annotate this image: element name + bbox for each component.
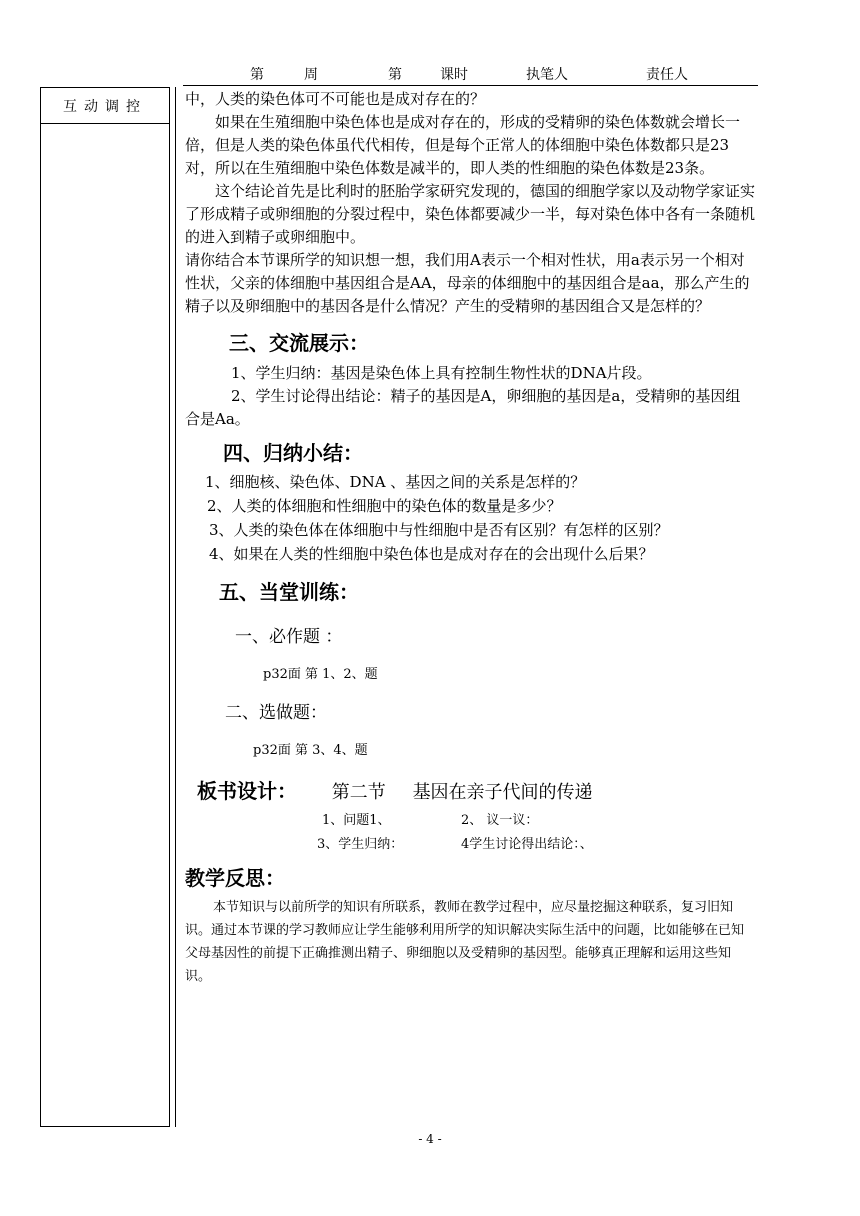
board-row-2 — [185, 833, 755, 857]
board-row-1 — [185, 809, 755, 833]
header-lesson-suffix: 课时 — [440, 67, 468, 83]
header-lesson-label: 第 — [388, 67, 402, 83]
content-left-border — [175, 87, 176, 1127]
header-week-suffix: 周 — [304, 67, 318, 83]
board-item-1: 1、问题1、 — [322, 813, 391, 828]
section-4-item-1: 1、细胞核、染色体、DNA 、基因之间的关系是怎样的？ — [205, 473, 586, 491]
paragraph-3: 这个结论首先是比利时的胚胎学家研究发现的，德国的细胞学家以及动物学家证实了形成精子或卵细胞的分裂过程中，染色体都要减少一半，每对染色体中各有一条随机的进入到精子或卵细胞中。 — [185, 182, 756, 246]
sidebar-column — [40, 87, 170, 1127]
paragraph-1: 中，人类的染色体可不可能也是成对存在的？ — [185, 90, 486, 108]
paragraph-4: 请你结合本节课所学的知识想一想，我们用A表示一个相对性状，用a表示另一个相对性状，父亲的体细胞中基因组合是AA，母亲的体细胞中的基因组合是aa，那么产生的精子以及卵细胞中的基因各是什么情况？产生的受精卵的基因组合又是怎样的？ — [185, 251, 750, 315]
sidebar-title: 互动调控 — [41, 88, 169, 124]
optional-title: 二、选做题： — [225, 703, 327, 723]
section-4-item-4: 4、如果在人类的性细胞中染色体也是成对存在的会出现什么后果？ — [209, 545, 654, 563]
page-header — [183, 64, 758, 84]
board-heading-row — [185, 780, 755, 805]
board-item-4: 4学生讨论得出结论：、 — [461, 837, 593, 852]
optional-ref: p32面 第 3、4、题 — [253, 743, 368, 758]
header-writer-label: 执笔人 — [526, 67, 568, 83]
section-4-item-3: 3、人类的染色体在体细胞中与性细胞中是否有区别？有怎样的区别？ — [209, 521, 669, 539]
section-3-title: 三、交流展示： — [229, 331, 369, 355]
reflection-body: 本节知识与以前所学的知识有所联系，教师在教学过程中，应尽量挖掘这种联系，复习旧知识。通过本节课的学习教师应让学生能够利用所学的知识解决实际生活中的问题，比如能够在已知父母基因性的前提下正确推测出精子、卵细胞以及受精卵的基因型。能够真正理解和运用这些知识。 — [185, 900, 745, 984]
required-title: 一、必作题 ： — [235, 627, 343, 647]
reflection-title: 教学反思： — [185, 866, 285, 890]
section-4-item-2: 2、人类的体细胞和性细胞中的染色体的数量是多少？ — [207, 497, 562, 515]
board-label: 板书设计： — [197, 779, 297, 803]
board-item-2: 2、 议一议： — [461, 813, 539, 828]
required-ref: p32面 第 1、2、题 — [263, 667, 378, 682]
paragraph-2: 如果在生殖细胞中染色体也是成对存在的，形成的受精卵的染色体数就会增长一倍，但是人类的染色体虽代代相传，但是每个正常人的体细胞中染色体数都只是23对，所以在生殖细胞中染色体数是减半的，即人类的性细胞的染色体数是23条。 — [185, 113, 741, 177]
section-4-title: 四、归纳小结： — [223, 441, 363, 465]
header-divider — [183, 85, 758, 86]
page-number: - 4 - — [418, 1132, 442, 1146]
board-section: 第二节 — [331, 782, 386, 803]
header-owner-label: 责任人 — [646, 67, 688, 83]
section-3-item-2: 2、学生讨论得出结论：精子的基因是A，卵细胞的基因是a，受精卵的基因组合是Aa。 — [185, 387, 741, 428]
section-3-item-1: 1、学生归纳：基因是染色体上具有控制生物性状的DNA片段。 — [231, 364, 652, 382]
board-item-3: 3、学生归纳： — [317, 837, 404, 852]
header-week-label: 第 — [250, 67, 264, 83]
main-content — [185, 88, 755, 988]
section-5-title: 五、当堂训练： — [219, 580, 359, 604]
board-topic: 基因在亲子代间的传递 — [412, 782, 593, 803]
